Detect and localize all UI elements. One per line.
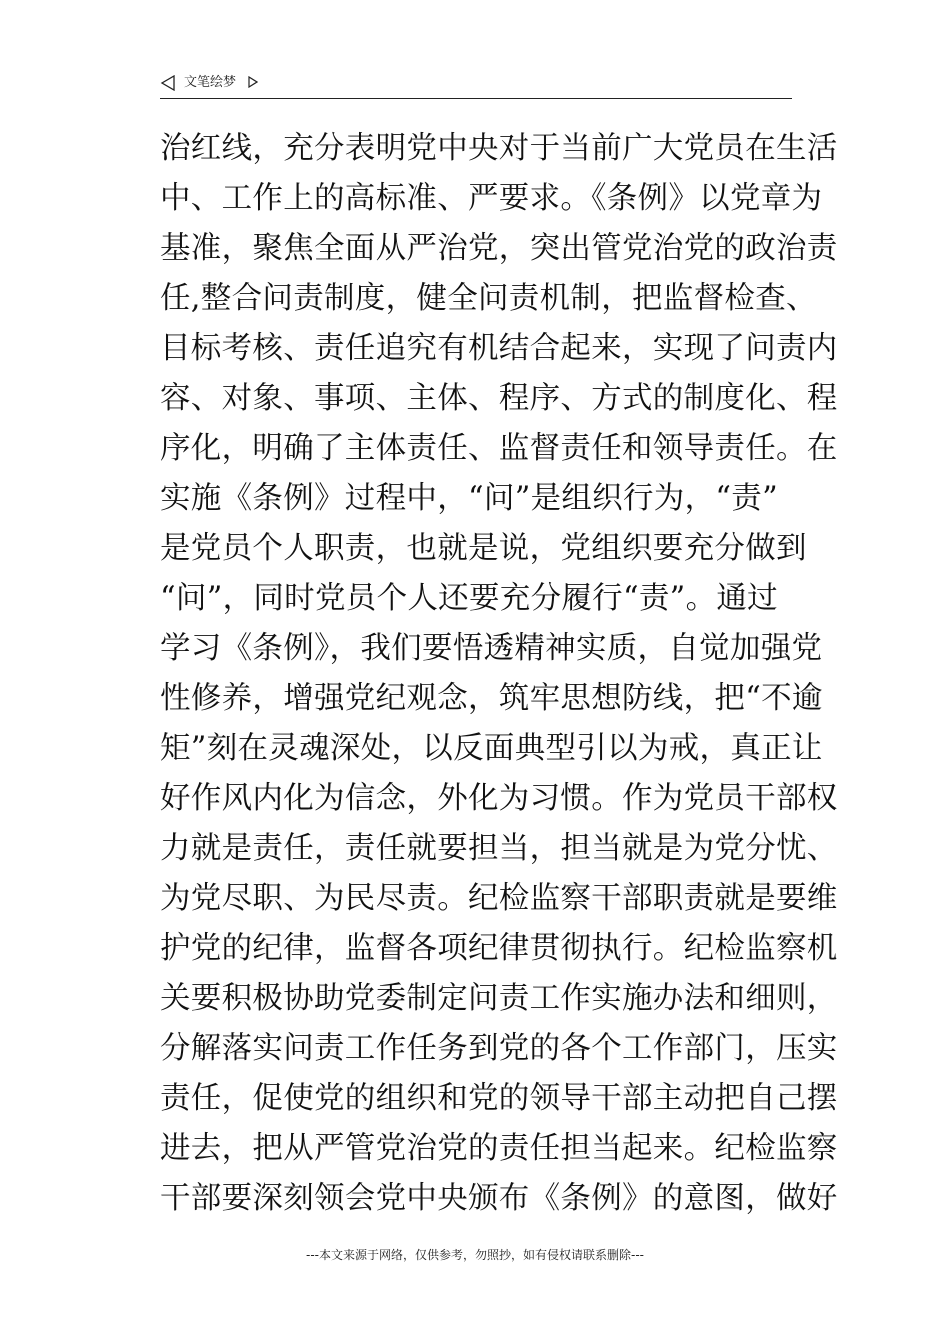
body-line: 护党的纪律，监督各项纪律贯彻执行。纪检监察机 [160,931,838,966]
body-line: 责任，促使党的组织和党的领导干部主动把自己摆 [160,1081,838,1116]
body-line: 容、对象、事项、主体、程序、方式的制度化、程 [160,381,838,416]
body-line: 进去，把从严管党治党的责任担当起来。纪检监察 [160,1131,838,1166]
body-line: 治红线，充分表明党中央对于当前广大党员在生活 [160,131,838,166]
body-line: 基准，聚焦全面从严治党，突出管党治党的政治责 [160,231,838,266]
body-line: 矩”刻在灵魂深处，以反面典型引以为戒，真正让 [160,731,823,766]
body-line: 学习《条例》，我们要悟透精神实质，自觉加强党 [160,631,823,666]
body-line: 好作风内化为信念，外化为习惯。作为党员干部权 [160,781,838,816]
body-line: 任,整合问责制度，健全问责机制，把监督检查、 [160,281,817,316]
header-brand: 文笔绘梦 [184,75,237,90]
body-line: “问”，同时党员个人还要充分履行“责”。通过 [160,581,778,616]
triangle-left-outline-icon [160,75,176,91]
body-line: 实施《条例》过程中，“问”是组织行为，“责” [160,481,778,516]
body-line: 力就是责任，责任就要担当，担当就是为党分忧、 [160,831,838,866]
footer-disclaimer: ---本文来源于网络，仅供参考，勿照抄，如有侵权请联系删除--- [306,1248,644,1262]
body-text [160,124,838,1224]
page-header [160,72,792,99]
body-line: 关要积极协助党委制定问责工作实施办法和细则， [160,981,838,1016]
body-line: 目标考核、责任追究有机结合起来，实现了问责内 [160,331,838,366]
body-line: 序化，明确了主体责任、监督责任和领导责任。在 [160,431,838,466]
body-line: 中、工作上的高标准、严要求。《条例》以党章为 [160,181,823,216]
body-line: 分解落实问责工作任务到党的各个工作部门，压实 [160,1031,838,1066]
triangle-right-outline-icon [248,76,258,88]
body-line: 为党尽职、为民尽责。纪检监察干部职责就是要维 [160,881,838,916]
body-line: 性修养，增强党纪观念，筑牢思想防线，把“不逾 [160,681,823,716]
body-line: 干部要深刻领会党中央颁布《条例》的意图，做好 [160,1181,838,1216]
body-line: 是党员个人职责，也就是说，党组织要充分做到 [160,531,807,566]
